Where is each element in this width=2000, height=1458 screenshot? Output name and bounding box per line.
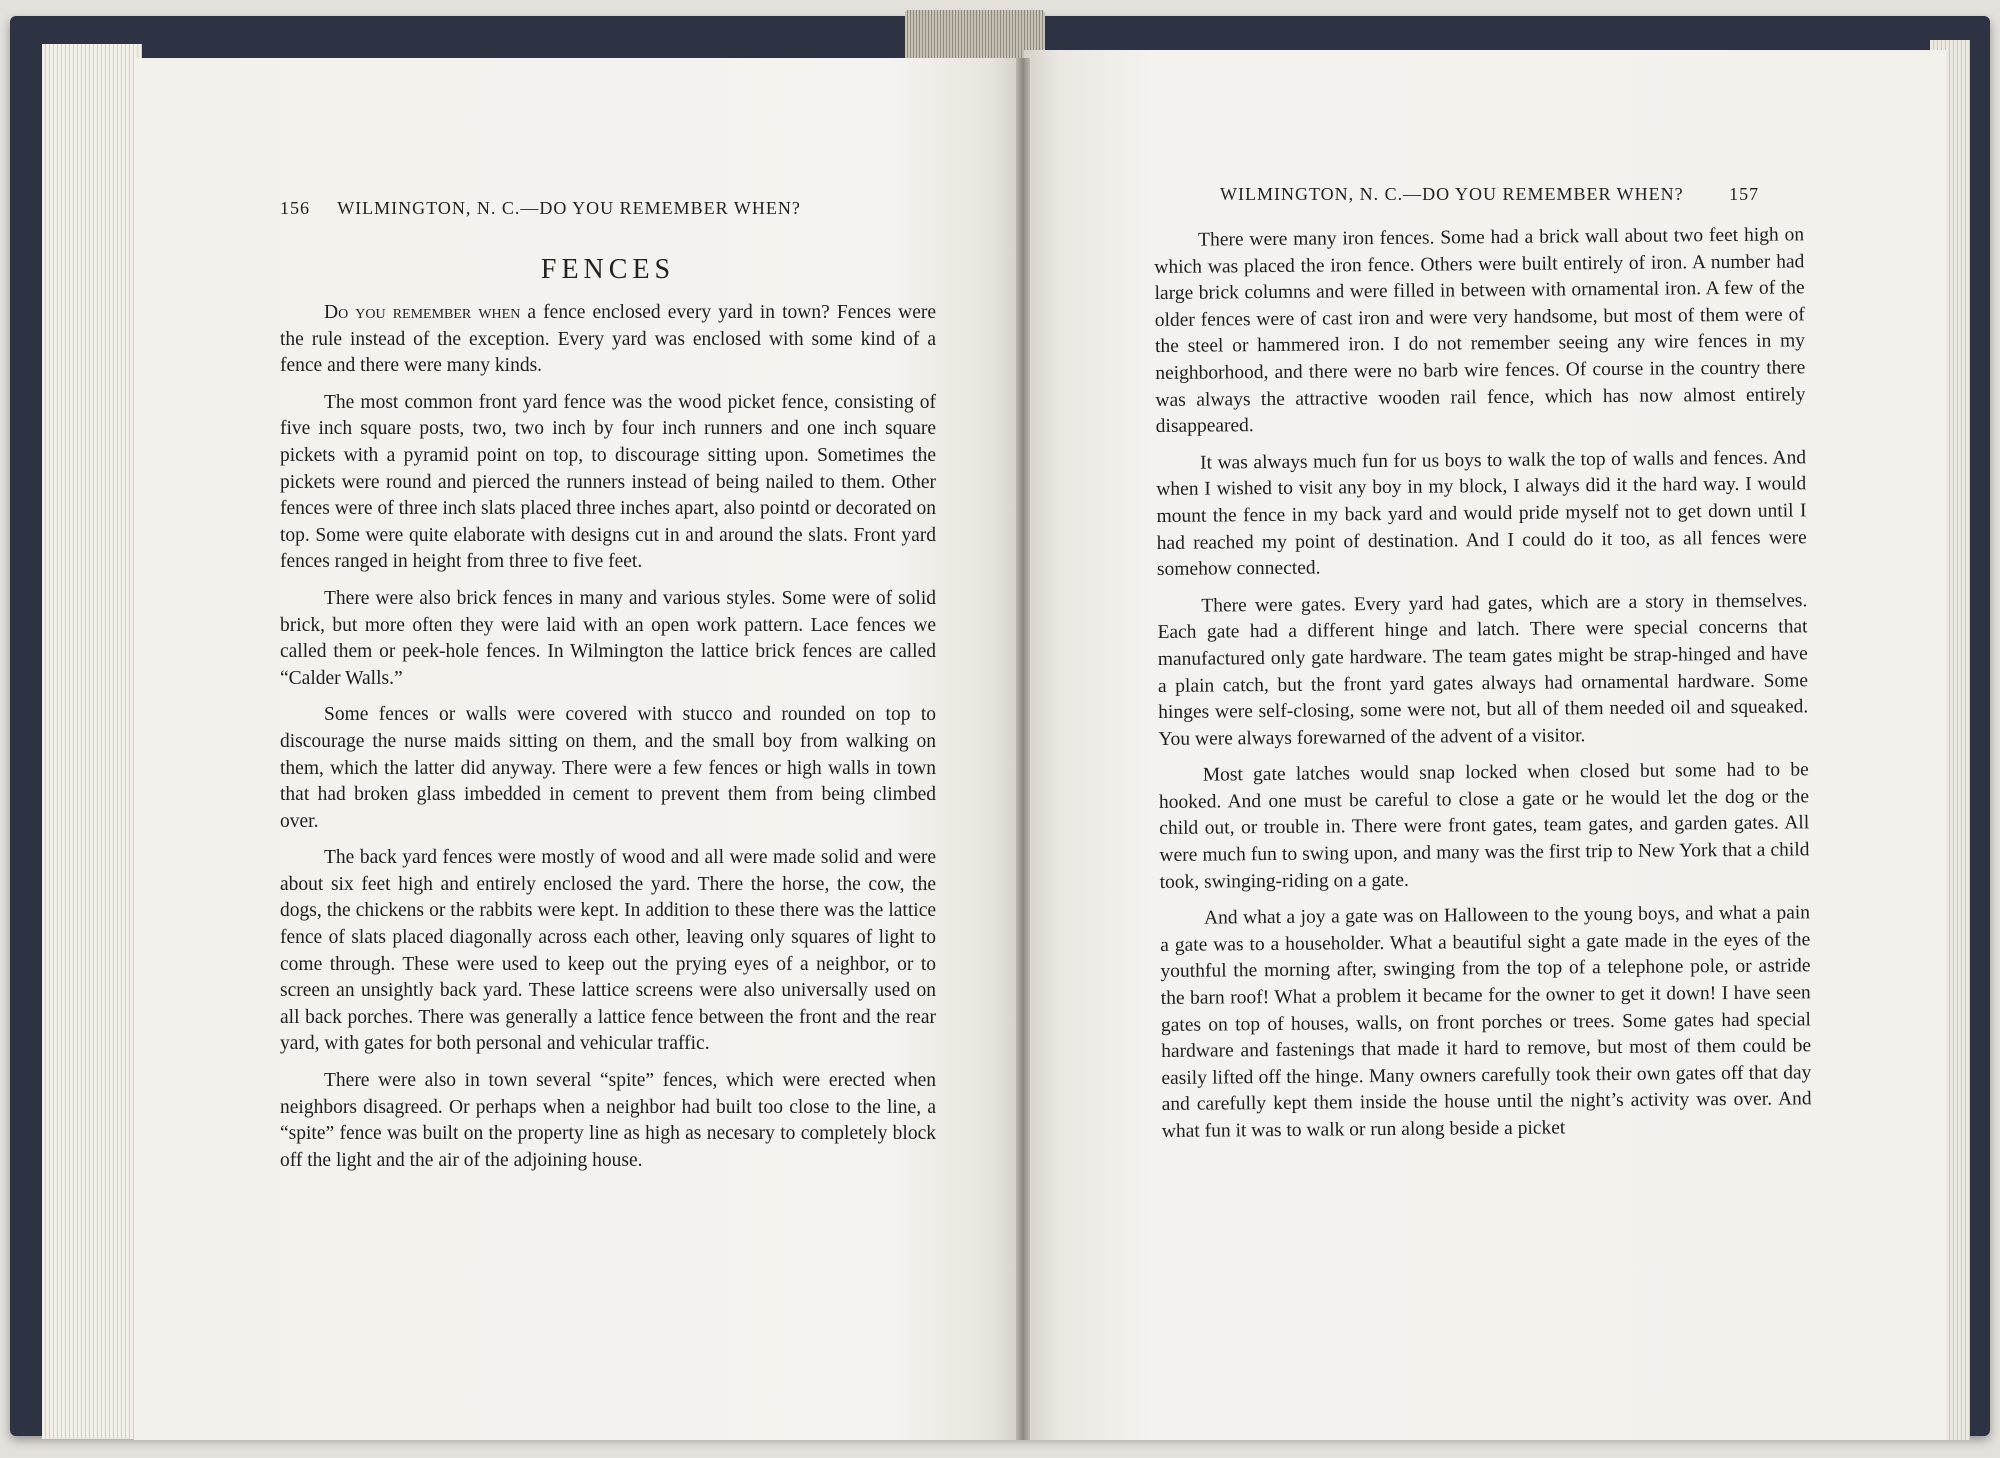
chapter-title: FENCES (540, 254, 676, 285)
paragraph: Most gate latches would snap locked when closed but some had to be hooked. And one must be careful to close a gate or he would let the dog or the child out, or trouble in. There were front gates, team gates, and garden gates. All were much fun to swing upon, and many was the first trip to New York that a child took, swinging-riding on a gate. (1158, 759, 1810, 893)
paragraph: And what a joy a gate was on Halloween to the young boys, and what a pain a gate was to a householder. What a beautiful sight a gate made in the eyes of the youthful the morning after, swinging from the top of a telephone pole, or astride the barn roof! What a problem it became for the owner to get it down! I have seen gates on top of houses, walls, on front porches or trees. Some gates had special hardware and fastenings that made it hard to remove, but most of them could be easily lifted off the hinge. Many owners carefully took their own gates off that day and carefully kept them inside the house until the night’s activity was over. And what fun it was to walk or run along beside a picket (1160, 902, 1812, 1142)
paragraph: The back yard fences were mostly of wood and all were made solid and were about six feet high and entirely enclosed the yard. There the horse, the cow, the dogs, the chickens or the rabbits were kept. In addition to these there was the lattice fence of slats placed diagonally across each other, leaving only squares of light to come through. These were used to keep out the prying eyes of a neighbor, or to screen an unsightly back yard. These lattice screens were also universally used on all back porches. There was generally a lattice fence between the front and the rear yard, with gates for both personal and vehicular traffic. (280, 847, 936, 1055)
paragraph: There were many iron fences. Some had a brick wall about two feet high on which was placed the iron fence. Others were built entirely of iron. A number had large brick columns and were filled in between with ornamental iron. A few of the older fences were of cast iron and were very handsome, but most of them were of the steel or hammered iron. I do not remember seeing any wire fences in my neighborhood, and there were no barb wire fences. Of course in the country there was always the attractive wooden rail fence, which has now almost entirely disappeared. (1154, 224, 1806, 438)
paragraph: Some fences or walls were covered with stucco and rounded on top to discourage the nurse maids sitting on them, and the small boy from walking on them, which the latter did anyway. There were a few fences or high walls in town that had broken glass imbedded in cement to prevent them from being climbed over. (280, 704, 936, 832)
left-page-number: 156 (280, 198, 310, 218)
left-page (134, 58, 1024, 1440)
right-header-title: WILMINGTON, N. C.—DO YOU REMEMBER WHEN? (1220, 184, 1684, 204)
left-header-title: WILMINGTON, N. C.—DO YOU REMEMBER WHEN? (337, 198, 801, 218)
right-running-head (1220, 184, 1759, 205)
page-edges-left (42, 44, 142, 1439)
paragraph: It was always much fun for us boys to walk the top of walls and fences. And when I wished to visit any boy in my block, I always did it the hard way. I would mount the fence in my back yard and would pride myself not to get down until I had reached my point of destination. And I could do it too, as all fences were somehow connected. (1156, 447, 1807, 581)
right-page (1024, 50, 1946, 1440)
paragraph: There were gates. Every yard had gates, which are a story in themselves. Each gate had a different hinge and latch. There were special concerns that manufactured only gate hardware. The team gates might be strap-hinged and have a plain catch, but the front yard gates always had ornamental hardware. Some hinges were self-closing, some were not, but all of them needed oil and squeaked. You were always forewarned of the advent of a visitor. (1157, 590, 1809, 750)
opening-small-caps: Do you remember when (324, 302, 521, 323)
paragraph: There were also brick fences in many and various styles. Some were of solid brick, but more often they were laid with an open work pattern. Lace fences we called them or peek-hole fences. In Wilmington the lattice brick fences are called “Calder Walls.” (280, 587, 936, 689)
left-page-body (280, 300, 936, 1184)
paragraph: There were also in town several “spite” fences, which were erected when neighbors disagreed. Or perhaps when a neighbor had built too close to the line, a “spite” fence was built on the property line as high as necesary to completely block off the light and the air of the adjoining house. (280, 1070, 936, 1171)
right-page-number: 157 (1729, 184, 1760, 204)
left-running-head (280, 198, 801, 219)
paragraph: Do you remember when a fence enclosed every yard in town? Fences were the rule instead of the exception. Every yard was enclosed with some kind of a fence and there were many kinds. (280, 302, 937, 377)
book-gutter (1016, 58, 1030, 1440)
paragraph: The most common front yard fence was the wood picket fence, consisting of five inch square posts, two, two inch by four inch runners and one inch square pickets with a pyramid point on top, to discourage sitting upon. Sometimes the pickets were round and pierced the runners instead of being nailed to them. Other fences were of three inch slats placed three inches apart, also pointd or decorated on top. Some were quite elaborate with designs cut in and around the slats. Front yard fences ranged in height from three to five feet. (280, 391, 936, 573)
right-page-body (1154, 222, 1812, 1155)
